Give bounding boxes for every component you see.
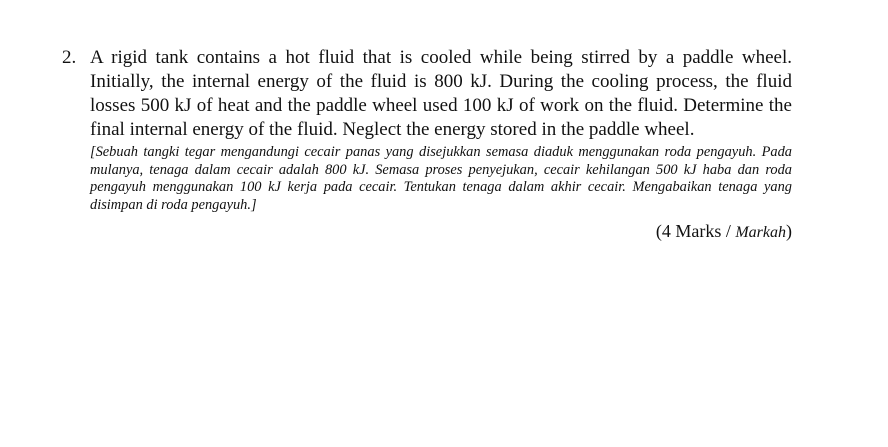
question-marks xyxy=(90,220,792,244)
question-body xyxy=(90,46,792,244)
marks-close: ) xyxy=(786,221,792,241)
question-number: 2. xyxy=(62,47,77,68)
question-text-malay: [Sebuah tangki tegar mengandungi cecair panas yang disejukkan semasa diaduk menggunakan roda pengayuh. Pada mulanya, tenaga dalam cecair adalah 800 kJ. Semasa proses penyejukan, cecair kehilangan 500 kJ haba dan roda pengayuh menggunakan 100 kJ kerja pada cecair. Tentukan tenaga dalam akhir cecair. Mengabaikan tenaga yang disimpan di roda pengayuh.] xyxy=(90,144,792,213)
question-text-english: A rigid tank contains a hot fluid that is cooled while being stirred by a paddle wheel. Initially, the internal energy of the fluid is 800 kJ. During the cooling process, the fluid losses 500 kJ of heat and the paddle wheel used 100 kJ of work on the fluid. Determine the final internal energy of the fluid. Neglect the energy stored in the paddle wheel. xyxy=(90,47,792,140)
marks-label: (4 Marks / xyxy=(655,221,736,241)
marks-label-malay: Markah xyxy=(735,224,786,241)
